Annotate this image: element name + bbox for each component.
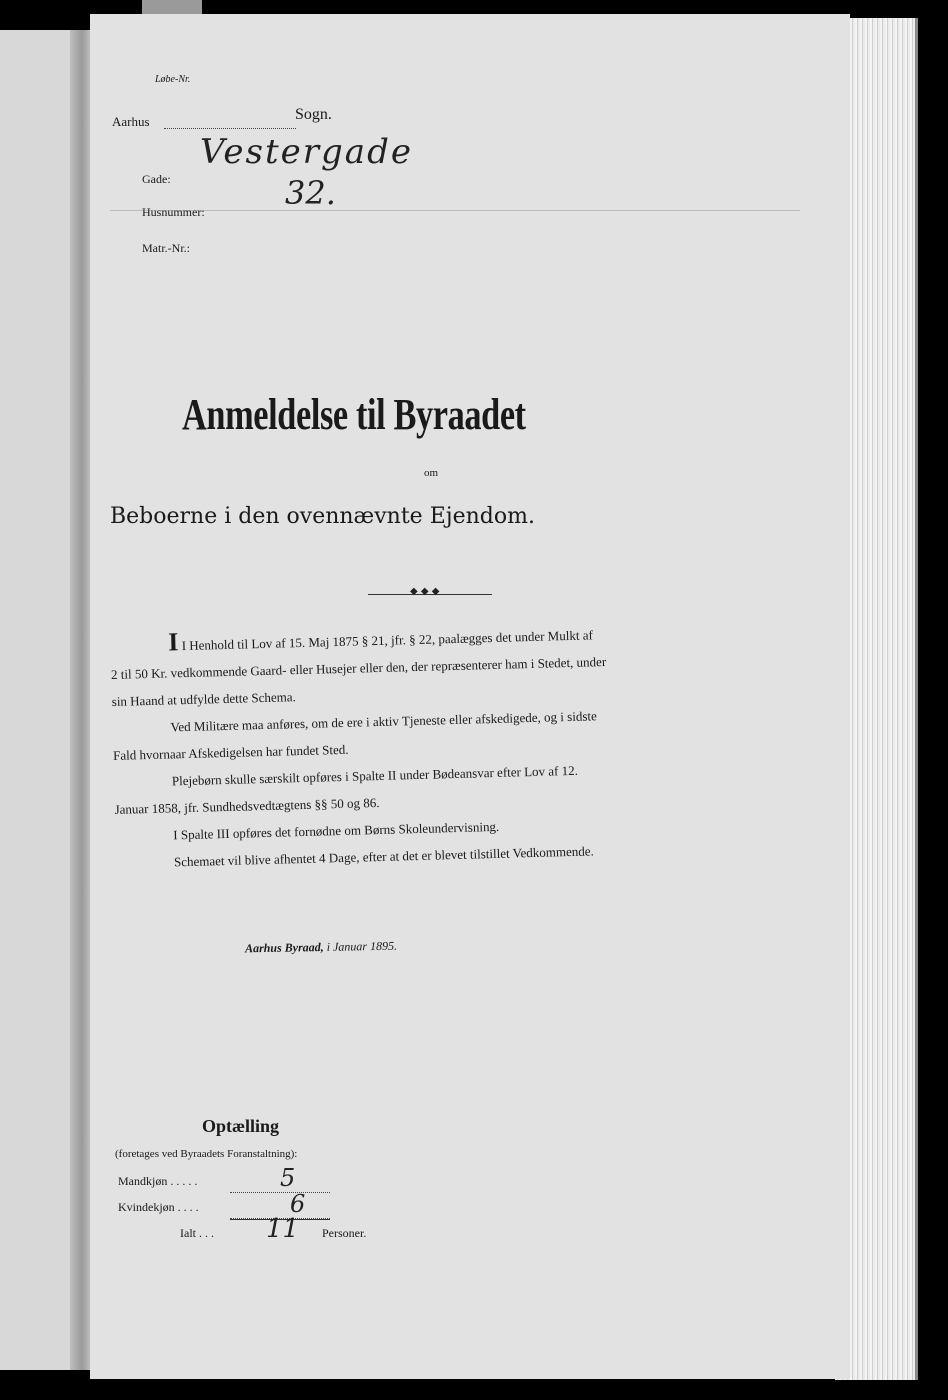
ornament-diamond-icon: ◆ ◆ ◆ [410, 586, 440, 597]
gade-label: Gade: [142, 172, 171, 186]
paragraph-1-line-1: I I Henhold til Lov af 15. Maj 1875 § 21, jfr. § 22, paalægges det under Mulkt af [167, 627, 593, 657]
header-divider [110, 210, 800, 211]
paragraph-5: Schemaet vil blive afhentet 4 Dage, efter at det er blevet tilstillet Vedkommende. [173, 843, 594, 870]
ialt-value: 11 [266, 1214, 300, 1244]
signature-line [245, 939, 397, 957]
paragraph-1-line-3: sin Haand at udfylde dette Schema. [111, 689, 297, 709]
paragraph-2-line-2: Fald hvornaar Afskedigelsen har fundet Sted. [112, 741, 349, 763]
document-page [90, 14, 850, 1379]
sogn-dotted-line [164, 128, 296, 129]
mandkjon-value: 5 [280, 1164, 296, 1192]
matr-label: Matr.-Nr.: [142, 241, 190, 255]
title-connector: om [424, 467, 439, 479]
lobe-nr-label: Løbe-Nr. [155, 74, 191, 85]
husnummer-value: 32. [285, 174, 336, 212]
count-subtitle: (foretages ved Byraadets Foranstaltning): [115, 1148, 298, 1160]
ialt-label: Ialt . . . [180, 1226, 214, 1240]
paragraph-1-line-2: 2 til 50 Kr. vedkommende Gaard- eller Husejer eller den, der repræsenterer ham i Stedet, under [110, 654, 607, 682]
paragraph-4: I Spalte III opføres det fornødne om Børns Skoleundervisning. [173, 818, 500, 843]
paragraph-2-line-1: Ved Militære maa anføres, om de ere i aktiv Tjeneste eller afskedigede, og i sidste [170, 708, 597, 735]
signature-name: Aarhus Byraad, [244, 939, 324, 956]
page-title: Anmeldelse til Byraadet [182, 390, 526, 439]
kvindekjon-value: 6 [290, 1190, 306, 1218]
personer-label: Personer. [322, 1226, 367, 1240]
paragraph-3-line-2: Januar 1858, jfr. Sundhedsvedtægtens §§ 50 og 86. [114, 795, 380, 817]
instructions-block [110, 617, 776, 877]
mandkjon-label: Mandkjøn . . . . . [118, 1174, 198, 1188]
sogn-label: Sogn. [295, 106, 332, 123]
aarhus-label: Aarhus [112, 114, 150, 129]
mandkjon-line [230, 1192, 330, 1193]
gade-value: Vestergade [200, 132, 413, 172]
signature-date: i Januar 1895. [326, 938, 398, 954]
husnummer-label: Husnummer: [142, 205, 205, 219]
count-title: Optælling [202, 1116, 280, 1136]
kvindekjon-label: Kvindekjøn . . . . [118, 1200, 199, 1214]
paragraph-3-line-1: Plejebørn skulle særskilt opføres i Spalte II under Bødeansvar efter Lov af 12. [171, 762, 579, 789]
page-subtitle: Beboerne i den ovennævnte Ejendom. [110, 504, 535, 529]
